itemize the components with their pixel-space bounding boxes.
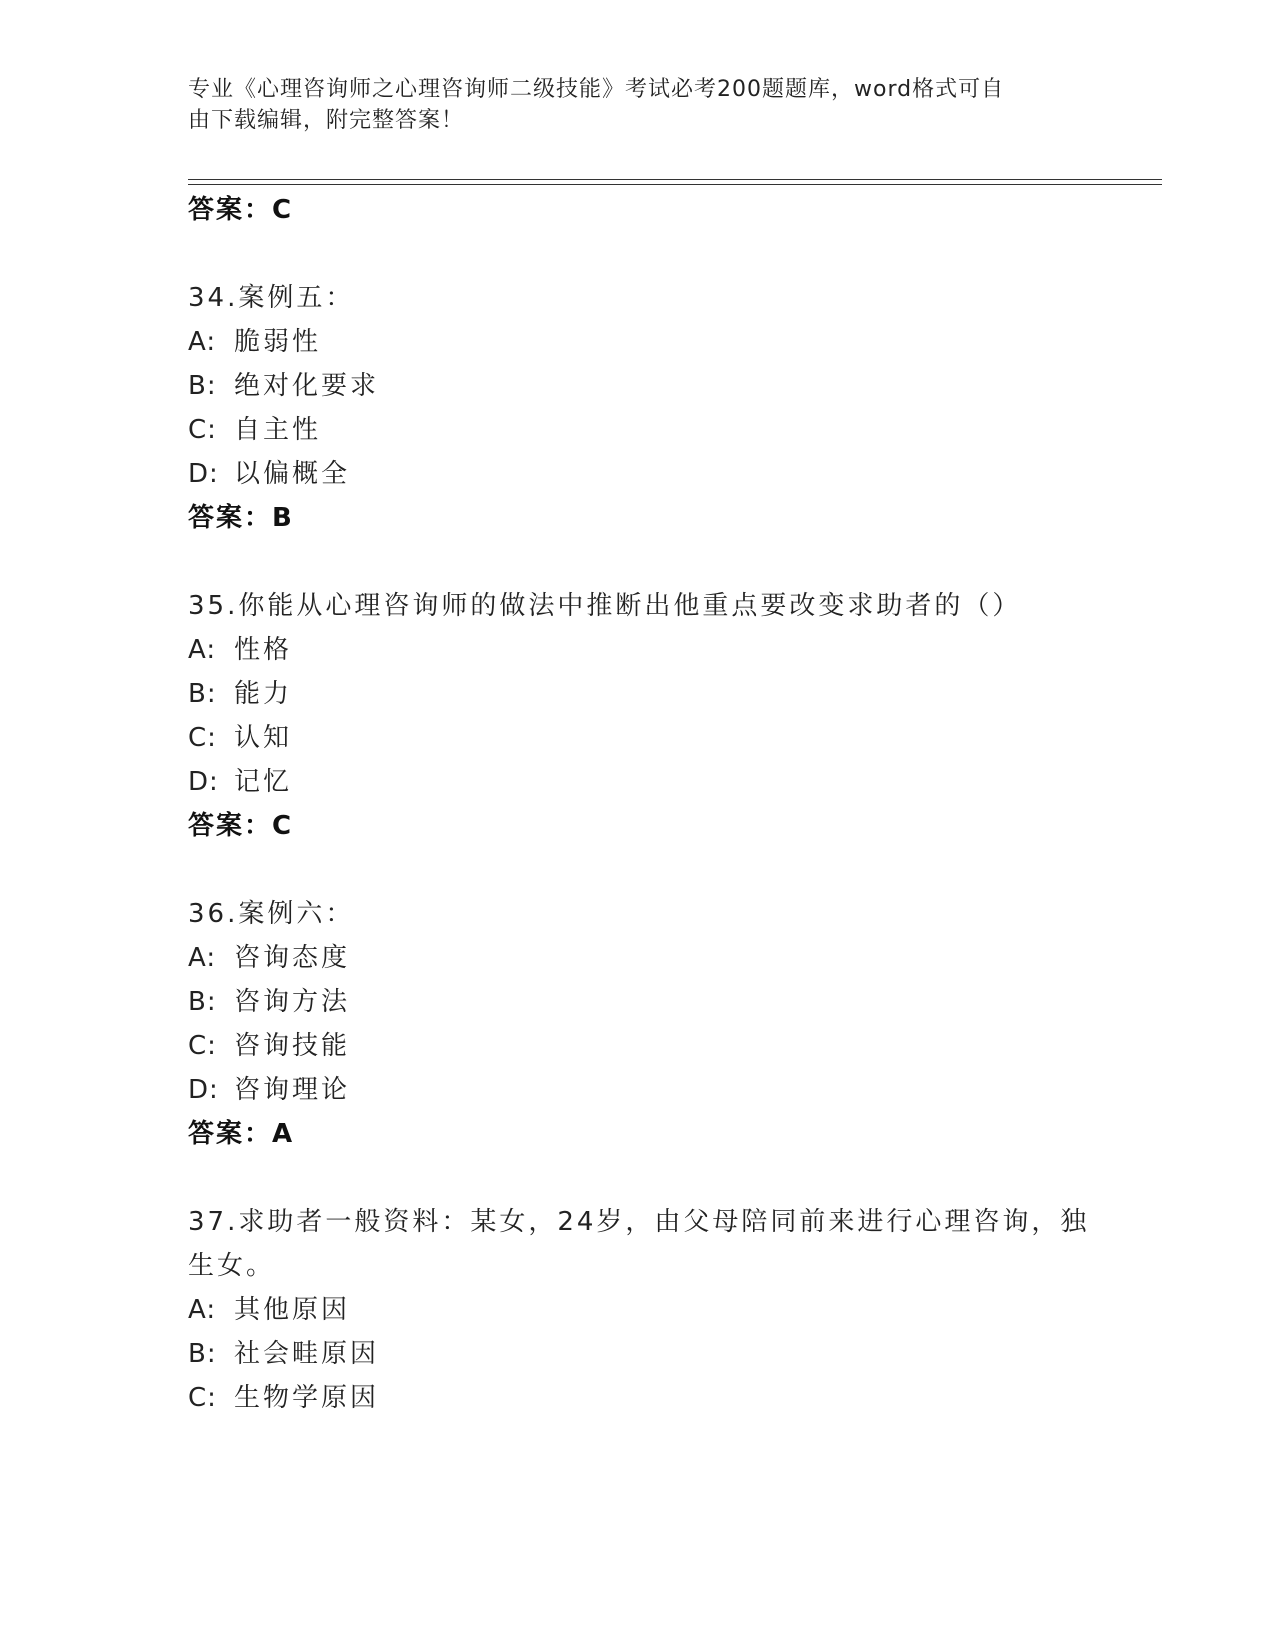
question-37-option-c xyxy=(188,1381,379,1415)
option-text: 其他原因 xyxy=(234,1295,351,1325)
option-key: A: xyxy=(188,635,217,665)
option-text: 咨询理论 xyxy=(234,1075,351,1105)
question-34-option-c xyxy=(188,413,321,447)
question-37-option-a xyxy=(188,1293,350,1327)
question-34-option-d xyxy=(188,457,350,491)
option-text: 性格 xyxy=(234,635,293,665)
header-line-1: 专业《心理咨询师之心理咨询师二级技能》考试必考200题题库，word格式可自 xyxy=(188,77,1005,102)
option-text: 社会畦原因 xyxy=(234,1339,380,1369)
option-key: C: xyxy=(188,1383,217,1413)
option-key: A: xyxy=(188,943,217,973)
question-35-option-a xyxy=(188,633,292,667)
header-divider-top xyxy=(188,179,1162,180)
option-key: A: xyxy=(188,327,217,357)
option-key: A: xyxy=(188,1295,217,1325)
option-key: D: xyxy=(188,767,219,797)
option-text: 咨询技能 xyxy=(234,1031,351,1061)
question-36-option-a xyxy=(188,941,350,975)
question-36-option-b xyxy=(188,985,350,1019)
option-text: 脆弱性 xyxy=(234,327,322,357)
option-text: 能力 xyxy=(234,679,293,709)
option-text: 生物学原因 xyxy=(234,1383,380,1413)
question-35-option-d xyxy=(188,765,292,799)
question-35-option-b xyxy=(188,677,292,711)
question-35-stem: 35.你能从心理咨询师的做法中推断出他重点要改变求助者的（） xyxy=(188,591,1022,621)
option-text: 咨询态度 xyxy=(234,943,351,973)
answer-36: 答案：A xyxy=(188,1119,295,1149)
document-header xyxy=(188,74,1088,136)
option-key: D: xyxy=(188,459,219,489)
question-37-stem-line-1: 37.求助者一般资料：某女，24岁，由父母陪同前来进行心理咨询，独 xyxy=(188,1207,1090,1237)
option-text: 咨询方法 xyxy=(234,987,351,1017)
option-key: B: xyxy=(188,1339,217,1369)
option-key: C: xyxy=(188,1031,217,1061)
option-text: 认知 xyxy=(234,723,293,753)
option-text: 以偏概全 xyxy=(234,459,351,489)
header-line-2: 由下载编辑，附完整答案！ xyxy=(188,108,465,133)
header-divider-bottom xyxy=(188,184,1162,185)
option-key: B: xyxy=(188,679,217,709)
question-37-stem-line-2: 生女。 xyxy=(188,1251,276,1281)
option-key: B: xyxy=(188,371,217,401)
option-key: C: xyxy=(188,723,217,753)
option-text: 绝对化要求 xyxy=(234,371,380,401)
answer-34: 答案：B xyxy=(188,503,294,533)
option-text: 自主性 xyxy=(234,415,322,445)
answer-35: 答案：C xyxy=(188,811,294,841)
question-36-option-d xyxy=(188,1073,350,1107)
question-36-option-c xyxy=(188,1029,350,1063)
option-text: 记忆 xyxy=(234,767,293,797)
question-37-option-b xyxy=(188,1337,379,1371)
option-key: C: xyxy=(188,415,217,445)
question-35-option-c xyxy=(188,721,292,755)
answer-33: 答案：C xyxy=(188,195,294,225)
question-34-option-a xyxy=(188,325,321,359)
option-key: B: xyxy=(188,987,217,1017)
question-34-option-b xyxy=(188,369,379,403)
question-36-stem: 36.案例六： xyxy=(188,899,355,929)
option-key: D: xyxy=(188,1075,219,1105)
question-34-stem: 34.案例五： xyxy=(188,283,355,313)
